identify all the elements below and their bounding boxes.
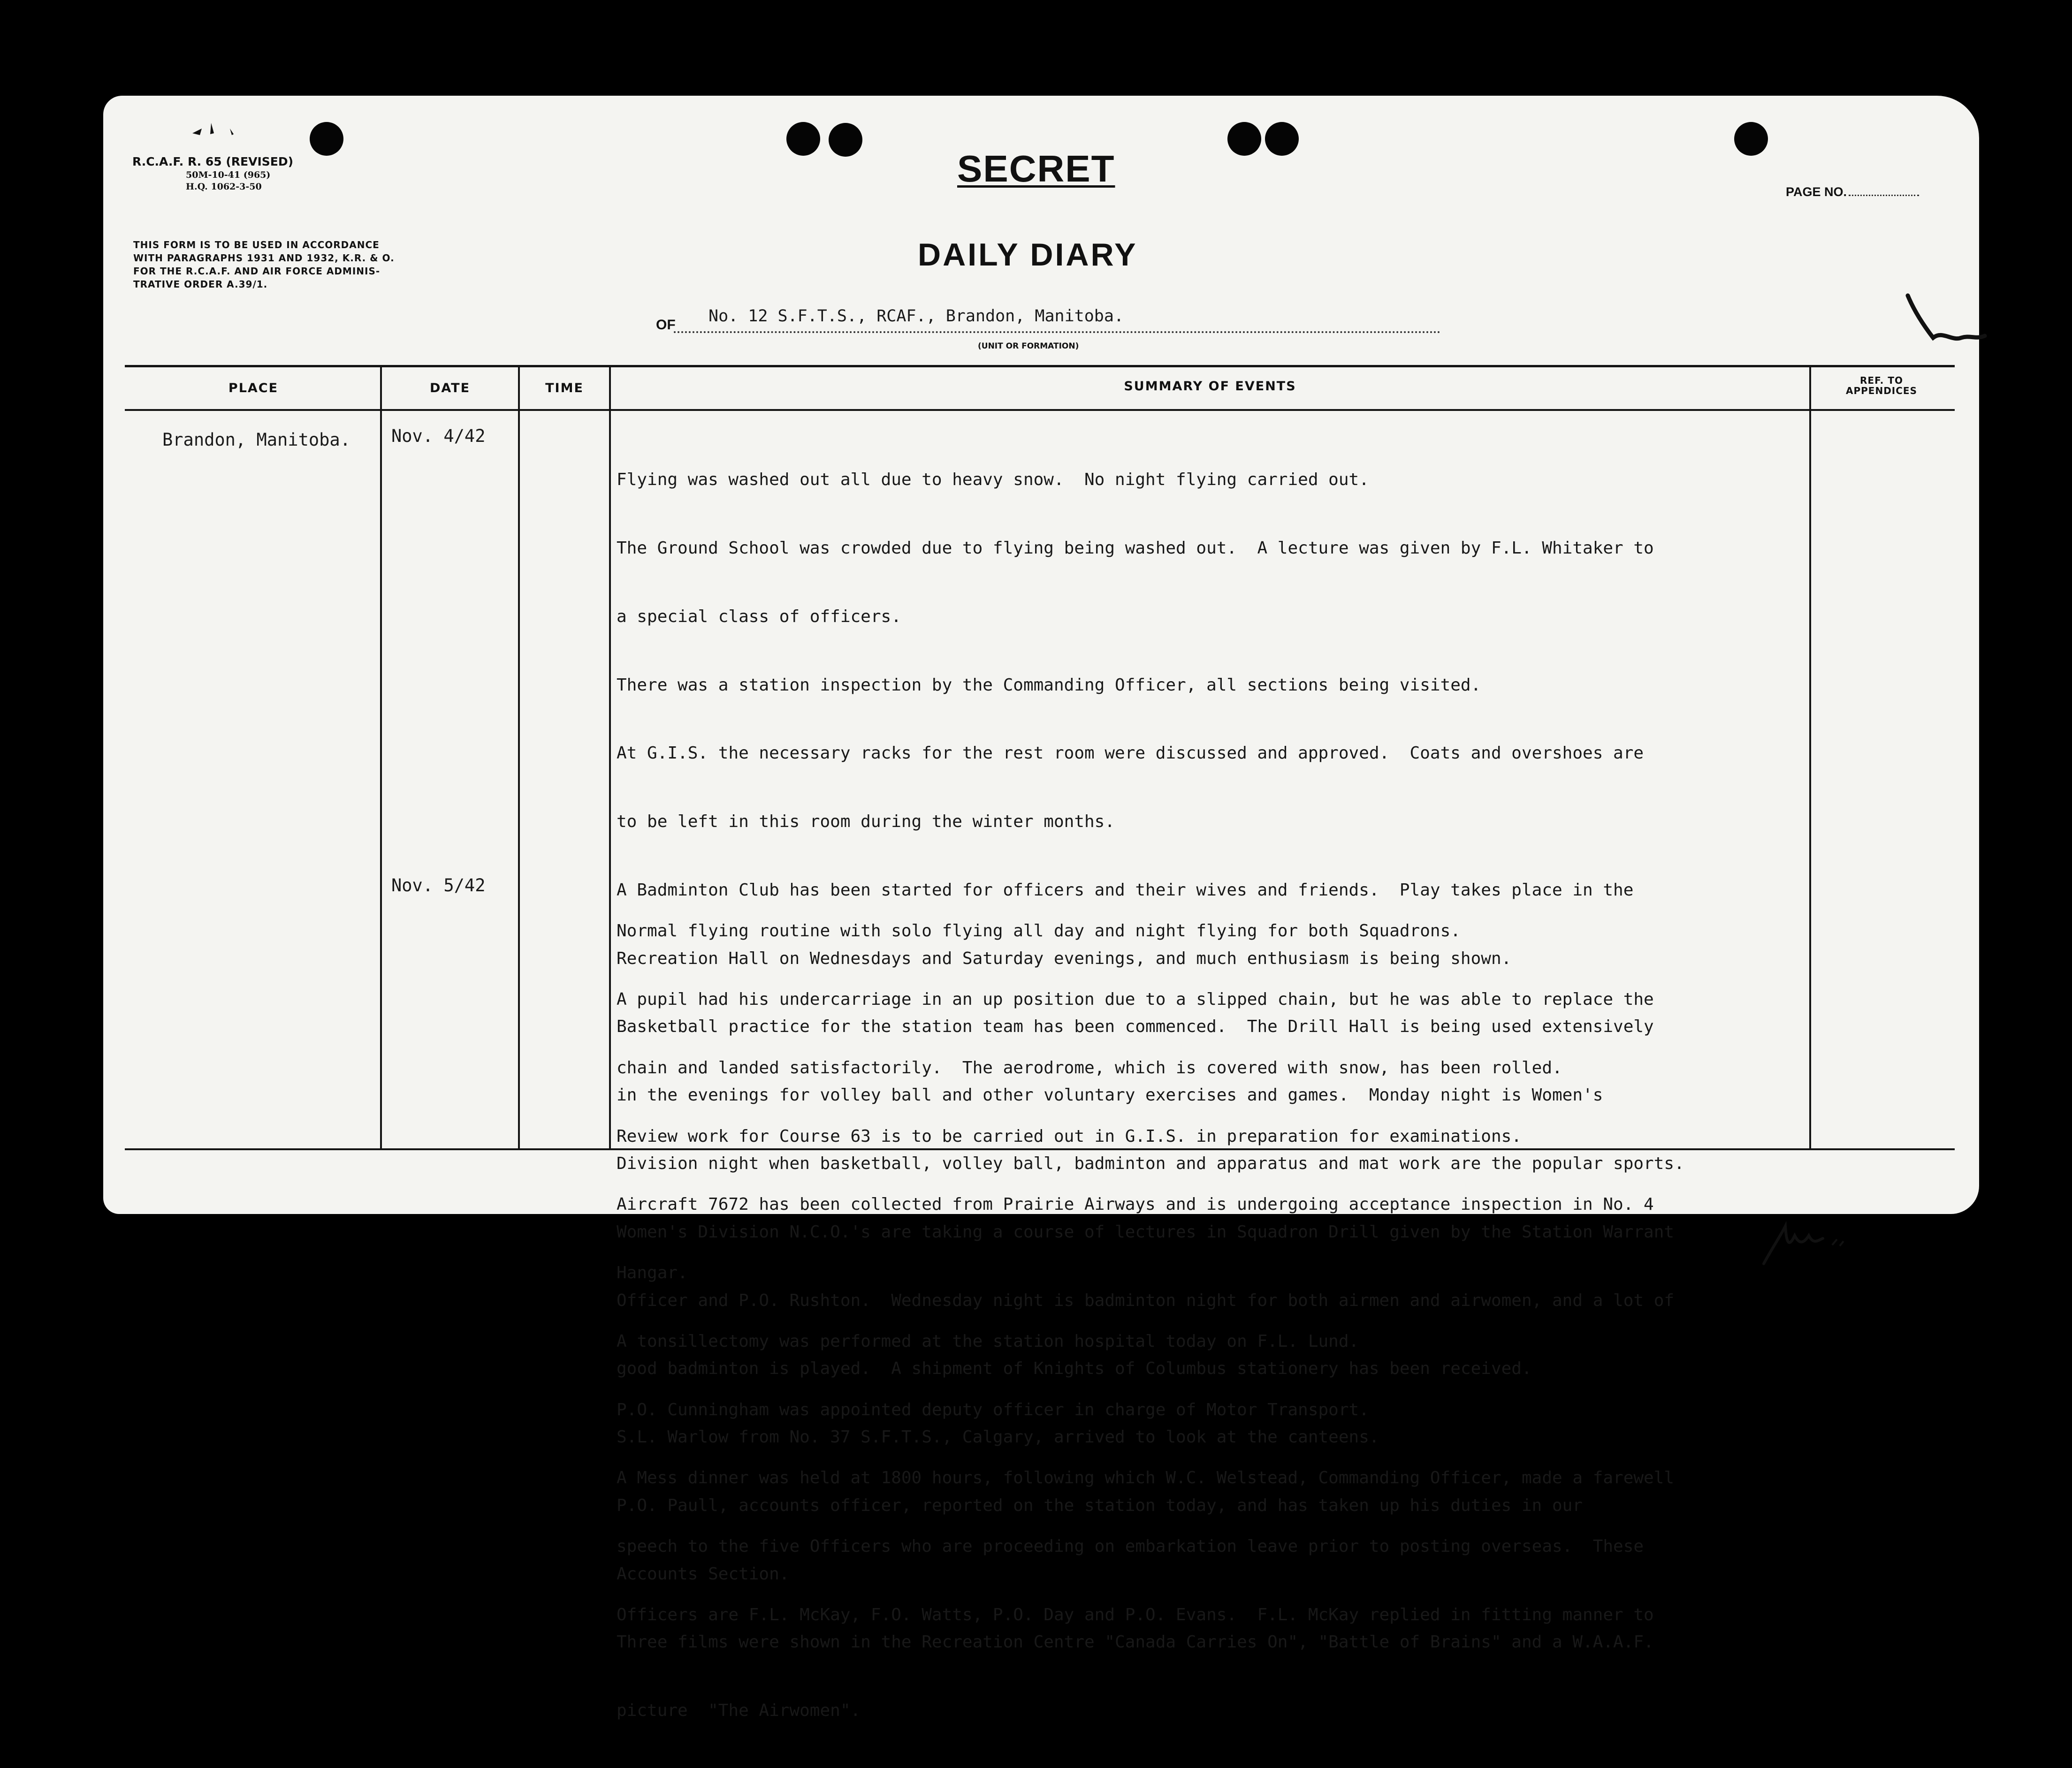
unit-caption: (UNIT OR FORMATION): [978, 341, 1079, 351]
summary-line: Aircraft 7672 has been collected from Prairie Airways and is undergoing acceptance inspection in No. 4: [617, 1195, 1654, 1214]
form-code-line: R.C.A.F. R. 65 (REVISED): [132, 155, 294, 168]
form-title: DAILY DIARY: [918, 237, 1138, 273]
of-label: OF: [656, 317, 676, 333]
column-divider: [609, 365, 611, 1149]
summary-line: A Mess dinner was held at 1800 hours, following which W.C. Welstead, Commanding Officer, made a farewell: [617, 1468, 1675, 1488]
summary-line: P.O. Cunningham was appointed deputy officer in charge of Motor Transport.: [617, 1400, 1369, 1419]
summary-line: A pupil had his undercarriage in an up position due to a slipped chain, but he was able to replace the: [617, 989, 1654, 1009]
col-head-ref: [1811, 375, 1952, 396]
summary-line: Officers are F.L. McKay, F.O. Watts, P.O. Day and P.O. Evans. F.L. McKay replied in fitting manner to: [617, 1605, 1654, 1624]
summary-line: Basketball practice for the station team has been commenced. The Drill Hall is being used extensively: [617, 1017, 1654, 1037]
summary-line: Review work for Course 63 is to be carried out in G.I.S. in preparation for examinations.: [617, 1126, 1522, 1146]
col-head-time: TIME: [545, 381, 584, 395]
column-divider: [518, 365, 520, 1149]
summary-line: Accounts Section.: [617, 1564, 790, 1584]
page-no-blank: [1849, 195, 1919, 196]
page-number-field: [1786, 185, 1919, 199]
handwritten-initials: [1757, 1217, 1879, 1268]
unit-value: No. 12 S.F.T.S., RCAF., Brandon, Manitoba.: [708, 307, 1124, 326]
col-head-summary: SUMMARY OF EVENTS: [1124, 379, 1296, 394]
form-code-line: 50M-10-41 (965): [186, 170, 271, 180]
summary-line: Normal flying routine with solo flying all day and night flying for both Squadrons.: [617, 921, 1461, 941]
punch-hole: [1734, 122, 1768, 156]
form-instructions: [133, 238, 471, 291]
entry-place: Brandon, Manitoba.: [162, 430, 350, 450]
col-head-ref-line: APPENDICES: [1846, 385, 1917, 396]
form-code-line: H.Q. 1062-3-50: [186, 182, 262, 192]
summary-line: good badminton is played. A shipment of Knights of Columbus stationery has been received.: [617, 1359, 1532, 1379]
entry-summary: [617, 874, 1930, 1672]
summary-line: Three films were shown in the Recreation Centre "Canada Carries On", "Battle of Brains" and a W.A.A.F.: [617, 1632, 1654, 1652]
column-divider: [380, 365, 382, 1149]
instruction-line: FOR THE R.C.A.F. AND AIR FORCE ADMINIS-: [133, 266, 381, 277]
summary-line: picture "The Airwomen".: [617, 1701, 861, 1721]
summary-line: A Badminton Club has been started for officers and their wives and friends. Play takes place in the: [617, 880, 1634, 900]
punch-hole: [310, 122, 343, 156]
summary-line: At G.I.S. the necessary racks for the rest room were discussed and approved. Coats and overshoes are: [617, 744, 1644, 763]
table-top-rule: [125, 365, 1955, 367]
instruction-line: THIS FORM IS TO BE USED IN ACCORDANCE: [133, 239, 380, 250]
punch-hole: [1265, 122, 1299, 156]
summary-line: Women's Division N.C.O.'s are taking a course of lectures in Squadron Drill given by the Station Warrant: [617, 1222, 1675, 1242]
summary-line: speech to the five Officers who are proceeding on embarkation leave prior to posting overseas. These: [617, 1537, 1644, 1556]
entry-date: Nov. 4/42: [391, 426, 486, 446]
summary-line: Division night when basketball, volley ball, badminton and apparatus and mat work are the popular sports.: [617, 1154, 1684, 1173]
page-no-label: PAGE NO.: [1786, 185, 1847, 199]
summary-line: P.O. Paull, accounts officer, reported on the station today, and has taken up his duties in our: [617, 1495, 1583, 1515]
entry-date: Nov. 5/42: [391, 875, 486, 895]
page-mark-scribble: [1905, 293, 1999, 354]
classification-stamp: SECRET: [957, 148, 1115, 190]
punch-hole: [829, 123, 862, 157]
summary-line: The Ground School was crowded due to flying being washed out. A lecture was given by F.L. Whitaker to: [617, 538, 1654, 558]
punch-hole: [1227, 122, 1261, 156]
summary-line: Recreation Hall on Wednesdays and Saturday evenings, and much enthusiasm is being shown.: [617, 948, 1512, 968]
summary-line: Flying was washed out all due to heavy snow. No night flying carried out.: [617, 470, 1369, 490]
punch-hole: [786, 122, 820, 156]
summary-line: Officer and P.O. Rushton. Wednesday night is badminton night for both airmen and airwomen, and a lot of: [617, 1290, 1675, 1310]
summary-line: Hangar.: [617, 1263, 688, 1283]
form-code: [132, 154, 293, 193]
summary-line: to be left in this room during the winter months.: [617, 812, 1115, 832]
instruction-line: WITH PARAGRAPHS 1931 AND 1932, K.R. & O.: [133, 252, 395, 264]
summary-line: in the evenings for volley ball and other voluntary exercises and games. Monday night is Women's: [617, 1085, 1603, 1105]
header-bottom-rule: [125, 409, 1955, 411]
summary-line: chain and landed satisfactorily. The aerodrome, which is covered with snow, has been rolled.: [617, 1058, 1562, 1077]
col-head-date: DATE: [429, 381, 471, 395]
col-head-place: PLACE: [228, 381, 279, 395]
ink-speck: [183, 114, 249, 143]
summary-line: a special class of officers.: [617, 607, 901, 626]
summary-line: There was a station inspection by the Commanding Officer, all sections being visited.: [617, 675, 1481, 695]
instruction-line: TRATIVE ORDER A.39/1.: [133, 279, 268, 290]
col-head-ref-line: REF. TO: [1860, 375, 1903, 386]
diary-sheet: [103, 96, 1979, 1721]
summary-line: S.L. Warlow from No. 37 S.F.T.S., Calgary, arrived to look at the canteens.: [617, 1427, 1379, 1447]
summary-line: A tonsillectomy was performed at the station hospital today on F.L. Lund.: [617, 1331, 1359, 1351]
